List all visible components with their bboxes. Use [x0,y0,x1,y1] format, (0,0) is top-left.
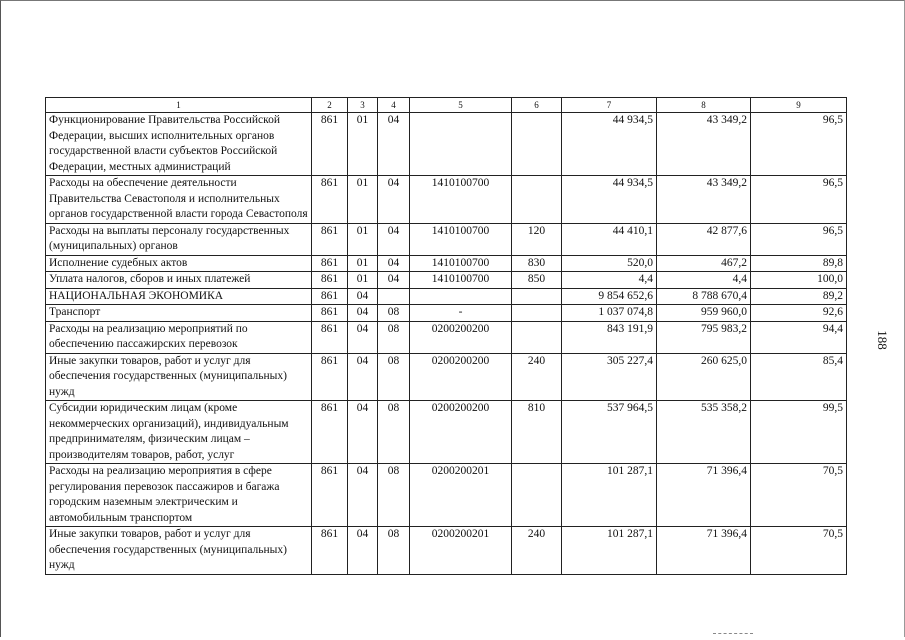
header-cell: 2 [312,98,348,113]
row-name-cell: Иные закупки товаров, работ и услуг для обеспечения государственных (муниципальных) нужд [46,353,312,401]
header-cell: 8 [657,98,751,113]
header-cell: 1 [46,98,312,113]
row-value-cell: 44 410,1 [562,223,657,255]
row-value-cell: 04 [378,113,410,176]
row-value-cell: 120 [512,223,562,255]
row-value-cell: 1410100700 [410,272,512,289]
row-value-cell: 08 [378,464,410,527]
row-name-cell: Субсидии юридическим лицам (кроме некоммерческих организаций), индивидуальным предпринимателям, физическим лицам – производителям товаров, работ, услуг [46,401,312,464]
row-value-cell: 100,0 [751,272,847,289]
row-value-cell: 861 [312,464,348,527]
row-value-cell: 42 877,6 [657,223,751,255]
row-value-cell: 08 [378,305,410,322]
table-row [46,353,847,401]
row-value-cell: 99,5 [751,401,847,464]
budget-table [45,97,847,575]
row-value-cell: 861 [312,255,348,272]
row-value-cell: 305 227,4 [562,353,657,401]
row-value-cell: 850 [512,272,562,289]
row-value-cell: 43 349,2 [657,113,751,176]
row-value-cell: 71 396,4 [657,464,751,527]
table-row [46,464,847,527]
row-value-cell: 04 [378,272,410,289]
row-value-cell [410,288,512,305]
row-value-cell: 861 [312,113,348,176]
row-value-cell: 861 [312,401,348,464]
row-value-cell: 89,8 [751,255,847,272]
row-value-cell: 70,5 [751,527,847,575]
row-value-cell: 85,4 [751,353,847,401]
row-value-cell: 795 983,2 [657,321,751,353]
row-value-cell: 537 964,5 [562,401,657,464]
row-value-cell: 96,5 [751,176,847,224]
row-value-cell: 94,4 [751,321,847,353]
row-value-cell: 861 [312,288,348,305]
header-cell: 4 [378,98,410,113]
row-value-cell [512,176,562,224]
row-value-cell: 44 934,5 [562,113,657,176]
row-value-cell [512,288,562,305]
row-value-cell: 861 [312,305,348,322]
row-name-cell: Исполнение судебных актов [46,255,312,272]
row-value-cell: 810 [512,401,562,464]
row-value-cell: 101 287,1 [562,464,657,527]
row-value-cell: 4,4 [562,272,657,289]
header-cell: 3 [348,98,378,113]
row-value-cell: 959 960,0 [657,305,751,322]
row-value-cell: 71 396,4 [657,527,751,575]
header-cell: 6 [512,98,562,113]
row-value-cell: 01 [348,176,378,224]
row-name-cell: НАЦИОНАЛЬНАЯ ЭКОНОМИКА [46,288,312,305]
row-value-cell: 04 [348,464,378,527]
row-value-cell: 1410100700 [410,223,512,255]
table-row [46,255,847,272]
table-row [46,401,847,464]
row-value-cell: 04 [348,527,378,575]
row-value-cell: 843 191,9 [562,321,657,353]
row-name-cell: Расходы на реализацию мероприятий по обеспечению пассажирских перевозок [46,321,312,353]
row-value-cell: 0200200201 [410,464,512,527]
row-value-cell: 01 [348,223,378,255]
row-value-cell: 04 [378,255,410,272]
row-value-cell: 260 625,0 [657,353,751,401]
row-value-cell: 08 [378,527,410,575]
row-value-cell: 04 [378,223,410,255]
row-value-cell: 01 [348,255,378,272]
row-value-cell: 861 [312,272,348,289]
row-value-cell: 520,0 [562,255,657,272]
row-name-cell: Транспорт [46,305,312,322]
table-row [46,527,847,575]
row-value-cell: 240 [512,353,562,401]
table-row [46,176,847,224]
table-body [46,113,847,575]
row-name-cell: Иные закупки товаров, работ и услуг для обеспечения государственных (муниципальных) нужд [46,527,312,575]
row-value-cell: 830 [512,255,562,272]
row-value-cell: 04 [348,353,378,401]
row-value-cell [512,113,562,176]
row-value-cell: 1410100700 [410,176,512,224]
header-cell: 5 [410,98,512,113]
row-value-cell: 04 [348,321,378,353]
table-header-row [46,98,847,113]
row-value-cell: 96,5 [751,113,847,176]
table-row [46,113,847,176]
row-value-cell: 0200200200 [410,401,512,464]
row-value-cell: 08 [378,401,410,464]
row-value-cell: 43 349,2 [657,176,751,224]
row-value-cell: 1 037 074,8 [562,305,657,322]
row-value-cell: 04 [348,305,378,322]
row-value-cell: 08 [378,353,410,401]
row-name-cell: Расходы на реализацию мероприятия в сфере регулирования перевозок пассажиров и багажа городским наземным электрическим и автомобильным транспортом [46,464,312,527]
row-value-cell: - [410,305,512,322]
row-value-cell: 535 358,2 [657,401,751,464]
scan-artifact [713,633,753,636]
row-value-cell: 861 [312,321,348,353]
row-value-cell: 01 [348,113,378,176]
row-value-cell: 861 [312,527,348,575]
table-row [46,288,847,305]
row-value-cell: 44 934,5 [562,176,657,224]
row-value-cell [512,305,562,322]
row-value-cell: 70,5 [751,464,847,527]
row-value-cell: 04 [348,288,378,305]
row-name-cell: Уплата налогов, сборов и иных платежей [46,272,312,289]
row-value-cell: 0200200200 [410,321,512,353]
row-value-cell: 0200200200 [410,353,512,401]
header-cell: 7 [562,98,657,113]
row-value-cell: 08 [378,321,410,353]
row-value-cell: 8 788 670,4 [657,288,751,305]
row-value-cell: 01 [348,272,378,289]
row-value-cell [378,288,410,305]
row-value-cell: 101 287,1 [562,527,657,575]
table-row [46,223,847,255]
row-value-cell: 96,5 [751,223,847,255]
row-value-cell: 9 854 652,6 [562,288,657,305]
table-row [46,272,847,289]
row-name-cell: Функционирование Правительства Российской Федерации, высших исполнительных органов государственной власти субъектов Российской Федерации, местных администраций [46,113,312,176]
row-value-cell: 4,4 [657,272,751,289]
header-cell: 9 [751,98,847,113]
row-value-cell [410,113,512,176]
row-value-cell [512,464,562,527]
page-number: 188 [874,330,890,350]
row-value-cell: 861 [312,223,348,255]
row-value-cell: 1410100700 [410,255,512,272]
row-name-cell: Расходы на обеспечение деятельности Правительства Севастополя и исполнительных органов государственной власти города Севастополя [46,176,312,224]
row-value-cell [512,321,562,353]
row-value-cell: 467,2 [657,255,751,272]
row-value-cell: 861 [312,176,348,224]
table-row [46,321,847,353]
row-value-cell: 0200200201 [410,527,512,575]
table-row [46,305,847,322]
row-value-cell: 04 [378,176,410,224]
row-value-cell: 92,6 [751,305,847,322]
row-value-cell: 240 [512,527,562,575]
row-value-cell: 89,2 [751,288,847,305]
row-name-cell: Расходы на выплаты персоналу государственных (муниципальных) органов [46,223,312,255]
row-value-cell: 861 [312,353,348,401]
row-value-cell: 04 [348,401,378,464]
